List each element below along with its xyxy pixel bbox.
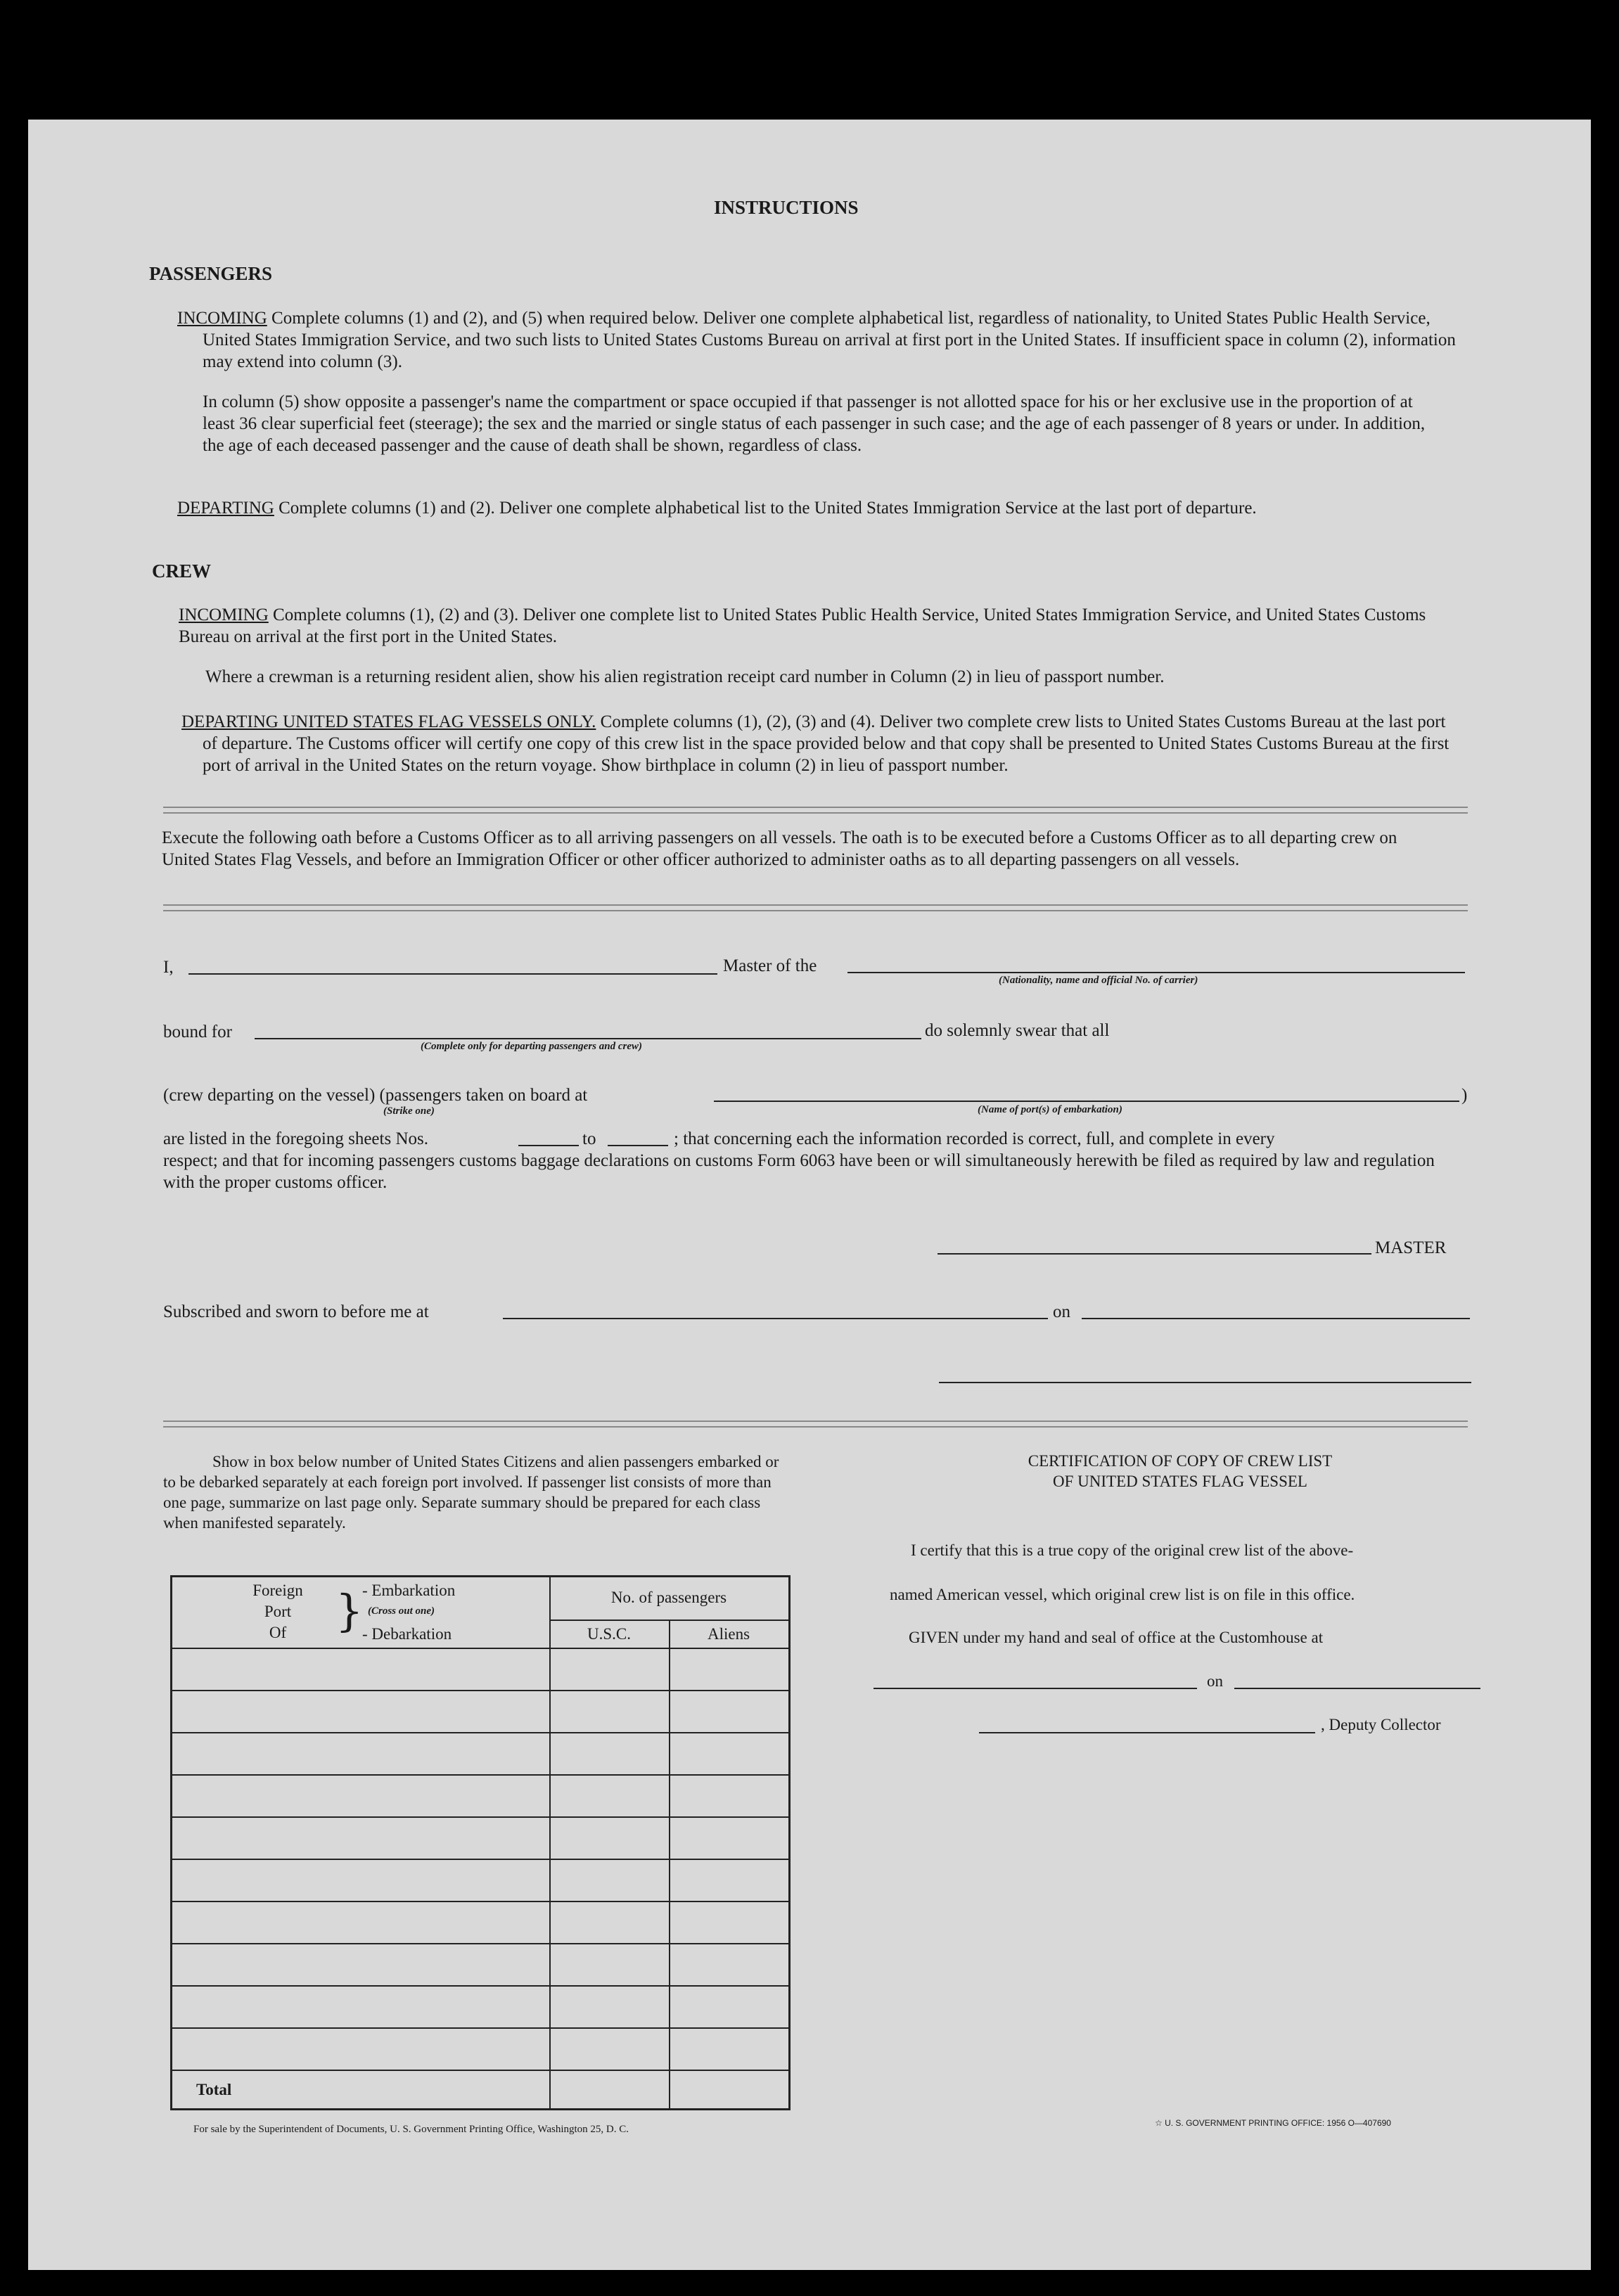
- sheet-from-field[interactable]: [518, 1145, 579, 1146]
- passengers-departing-paragraph: [177, 497, 1464, 519]
- crew-resident-paragraph: Where a crewman is a returning resident alien, show his alien registration receipt card number in Column (2) in lieu of passport number.: [205, 667, 1165, 686]
- section-divider-3: [163, 1420, 1468, 1428]
- footer-right: ☆ U. S. GOVERNMENT PRINTING OFFICE: 1956 O—407690: [1155, 2118, 1391, 2128]
- port-label: Port: [264, 1603, 292, 1620]
- embarkation-port-field[interactable]: [714, 1101, 1459, 1102]
- summary-instructions: Show in box below number of United States Citizens and alien passengers embarked or to be debarked separately at each foreign port involved. If passenger list consists of more than one page, summarize on last page only. Separate summary should be prepared for each class when manifested separately.: [163, 1453, 779, 1532]
- subscribed-place-field[interactable]: [503, 1318, 1048, 1319]
- port-caption: (Name of port(s) of embarkation): [978, 1104, 1122, 1115]
- oath-instructions: Execute the following oath before a Customs Officer as to all arriving passengers on all vessels. The oath is to be executed before a Customs Officer as to all departing crew on United States Flag Vessels, and before an Immigration Officer or other officer authorized to administer oaths as to all departing passengers on all vessels.: [162, 828, 1397, 869]
- subscribed-on-label: on: [1053, 1302, 1070, 1321]
- passengers-departing-label: DEPARTING: [177, 499, 274, 518]
- sheet-to-field[interactable]: [608, 1145, 668, 1146]
- crew-incoming-paragraph: [177, 604, 1441, 648]
- total-label: Total: [196, 2081, 232, 2098]
- customhouse-field[interactable]: [874, 1688, 1197, 1689]
- passengers-incoming-text: Complete columns (1) and (2), and (5) when required below. Deliver one complete alphabetical list, regardless of nationality, to United States Public Health Service, United States Immigration Service, and two such lists to United States Customs Bureau on arrival at first port in the United States. If insufficient space in column (2), information may extend into column (3).: [203, 309, 1456, 371]
- bound-for-field[interactable]: [255, 1038, 921, 1039]
- section-divider-2: [163, 904, 1468, 911]
- crew-departing-text: Complete columns (1), (2), (3) and (4). Deliver two complete crew lists to United States Customs Bureau at the last port of departure. The Customs officer will certify one copy of this crew list in the space provided below and that copy shall be presented to United States Customs Bureau at the first port of arrival in the United States on the return voyage. Show birthplace in column (2) in lieu of passport number.: [203, 712, 1450, 775]
- footer-left: For sale by the Superintendent of Documents, U. S. Government Printing Office, Washington 25, D. C.: [193, 2124, 629, 2135]
- master-name-field[interactable]: [188, 973, 717, 975]
- listed-rest: respect; and that for incoming passengers customs baggage declarations on customs Form 6063 have been or will simultaneously herewith be filed as required by law and regulation with the proper customs officer.: [163, 1151, 1435, 1192]
- listed-suffix: ; that concerning each the information recorded is correct, full, and complete in every: [674, 1129, 1275, 1148]
- debarkation-label: - Debarkation: [362, 1625, 452, 1643]
- passengers-incoming-paragraph: [177, 307, 1465, 373]
- crew-departing-paragraph: [181, 711, 1461, 776]
- master-of-label: Master of the: [723, 956, 817, 975]
- deputy-signature-field[interactable]: [979, 1732, 1315, 1733]
- certification-title-line1: CERTIFICATION OF COPY OF CREW LIST: [1028, 1452, 1333, 1470]
- certify-line1: I certify that this is a true copy of the original crew list of the above-: [911, 1541, 1354, 1559]
- no-passengers-header: No. of passengers: [610, 1589, 727, 1606]
- crew-incoming-label: INCOMING: [179, 605, 269, 624]
- to-label: to: [582, 1129, 596, 1148]
- passengers-heading: PASSENGERS: [149, 263, 273, 284]
- deputy-collector-label: , Deputy Collector: [1321, 1716, 1441, 1733]
- crew-incoming-text: Complete columns (1), (2) and (3). Deliver one complete list to United States Public Health Service, United States Immigration Service, and United States Customs Bureau on arrival at the first port in the United States.: [179, 605, 1426, 646]
- listed-prefix: are listed in the foregoing sheets Nos.: [163, 1129, 428, 1148]
- carrier-caption: (Nationality, name and official No. of carrier): [999, 975, 1198, 986]
- aliens-header: Aliens: [707, 1625, 750, 1643]
- crew-departing-label: DEPARTING UNITED STATES FLAG VESSELS ONLY.: [181, 712, 596, 731]
- swear-label: do solemnly swear that all: [925, 1021, 1110, 1040]
- carrier-field[interactable]: [847, 972, 1465, 973]
- strike-caption: (Strike one): [383, 1105, 435, 1117]
- close-paren: ): [1461, 1086, 1468, 1105]
- brace-icon: }: [335, 1585, 364, 1636]
- passenger-summary-table: [170, 1575, 791, 2110]
- embarkation-label: - Embarkation: [362, 1582, 456, 1599]
- cert-date-field[interactable]: [1234, 1688, 1480, 1689]
- subscribed-label: Subscribed and sworn to before me at: [163, 1302, 429, 1321]
- of-label: Of: [269, 1624, 287, 1641]
- master-label: MASTER: [1375, 1238, 1447, 1257]
- section-divider-1: [163, 807, 1468, 814]
- given-text: GIVEN under my hand and seal of office at the Customhouse at: [909, 1629, 1324, 1646]
- subscribed-date-field[interactable]: [1082, 1318, 1470, 1319]
- cross-out-caption: (Cross out one): [368, 1605, 435, 1617]
- bound-for-label: bound for: [163, 1022, 232, 1041]
- usc-header: U.S.C.: [587, 1625, 631, 1643]
- certification-title: [892, 1451, 1468, 1492]
- oath-i-label: I,: [163, 958, 174, 977]
- cert-on-label: on: [1207, 1672, 1223, 1690]
- master-signature-field[interactable]: [938, 1253, 1371, 1255]
- instructions-title: INSTRUCTIONS: [714, 197, 859, 218]
- passengers-incoming-label: INCOMING: [177, 309, 267, 328]
- strike-text: (crew departing on the vessel) (passengers taken on board at: [163, 1086, 588, 1105]
- foreign-label: Foreign: [252, 1582, 303, 1599]
- passengers-column5-paragraph: In column (5) show opposite a passenger's name the compartment or space occupied if that passenger is not allotted space for his or her exclusive use in the proportion of at least 36 clear superficial feet (steerage); the sex and the married or single status of each passenger in such case; and the age of each passenger of 8 years or under. In addition, the age of each deceased passenger and the cause of death shall be shown, regardless of class.: [203, 392, 1426, 455]
- certification-title-line2: OF UNITED STATES FLAG VESSEL: [1053, 1473, 1307, 1490]
- officer-signature-field[interactable]: [939, 1382, 1471, 1383]
- crew-heading: CREW: [152, 560, 212, 582]
- bound-for-caption: (Complete only for departing passengers and crew): [421, 1041, 642, 1052]
- certify-line2: named American vessel, which original crew list is on file in this office.: [890, 1586, 1355, 1603]
- passengers-departing-text: Complete columns (1) and (2). Deliver one complete alphabetical list to the United States Immigration Service at the last port of departure.: [274, 499, 1257, 518]
